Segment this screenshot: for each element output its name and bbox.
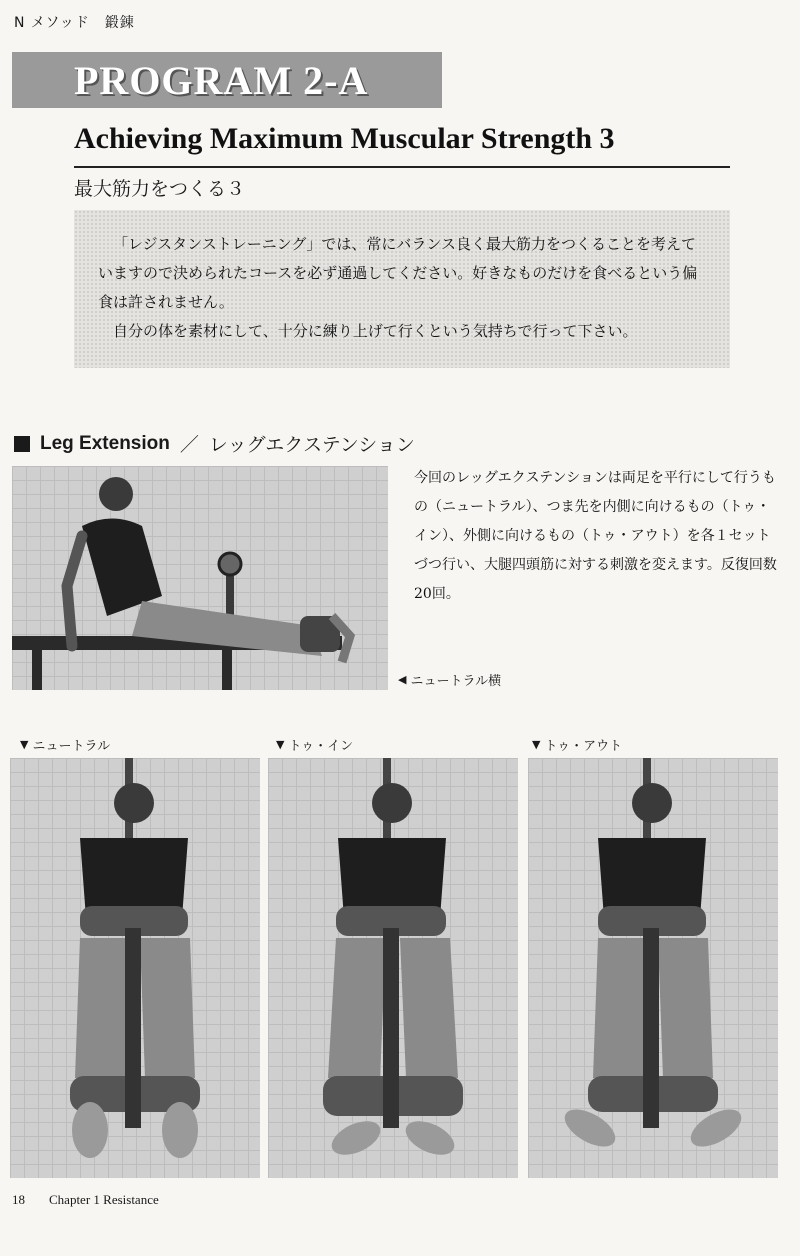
section-title-en: Leg Extension [40,432,170,454]
running-head: N メソッド 鍛錬 [14,15,135,31]
intro-text [98,230,710,346]
program-banner-label: PROGRAM 2-A [74,57,369,103]
athlete-front-illustration [268,758,518,1178]
down-triangle-icon: ▼ [20,738,29,751]
page-footer [12,1192,159,1208]
chapter-label: Chapter 1 Resistance [49,1192,159,1207]
intro-paragraph-2: 自分の体を素材にして、十分に練り上げて行くという気持ちで行って下さい。 [113,322,638,340]
caption-label: トゥ・イン [288,739,354,754]
section-title-jp: レッグエクステンション [208,434,415,456]
caption-neutral [20,735,110,754]
intro-paragraph-1: 「レジスタンストレーニング」では、常にバランス良く最大筋力をつくることを考えていますので決められたコースを必ず通過してください。好きなものだけを食べるという偏食は許されません。 [98,235,698,311]
page-number: 18 [12,1192,25,1207]
section-square-icon [14,436,30,452]
intro-box [74,210,730,368]
left-triangle-icon: ◀ [398,673,407,686]
photo-leg-extension-side [12,466,388,690]
athlete-front-illustration [528,758,778,1178]
page-title: Achieving Maximum Muscular Strength 3 [74,122,615,155]
down-triangle-icon: ▼ [276,738,285,751]
program-banner [12,52,442,108]
section-separator: ／ [179,434,199,456]
athlete-front-illustration [10,758,260,1178]
photo-toe-in-front [268,758,518,1178]
photo-toe-out-front [528,758,778,1178]
exercise-description: 今回のレッグエクステンションは両足を平行にして行うもの（ニュートラル）、つま先を内側に向けるもの（トゥ・イン）、外側に向けるもの（トゥ・アウト）を各１セットづつ行い、大腿四頭筋に対する刺激を変えます。反復回数20回。 [414,470,777,602]
section-heading [14,430,415,457]
caption-toe-out [532,735,622,754]
title-divider [74,166,730,168]
caption-label: ニュートラル横 [410,674,502,689]
caption-toe-in [276,735,353,754]
athlete-side-illustration [12,466,388,690]
page-subtitle-jp: 最大筋力をつくる３ [74,178,246,200]
caption-label: ニュートラル [32,739,111,754]
photo-neutral-front [10,758,260,1178]
caption-label: トゥ・アウト [544,739,623,754]
down-triangle-icon: ▼ [532,738,541,751]
caption-neutral-side [398,670,501,689]
